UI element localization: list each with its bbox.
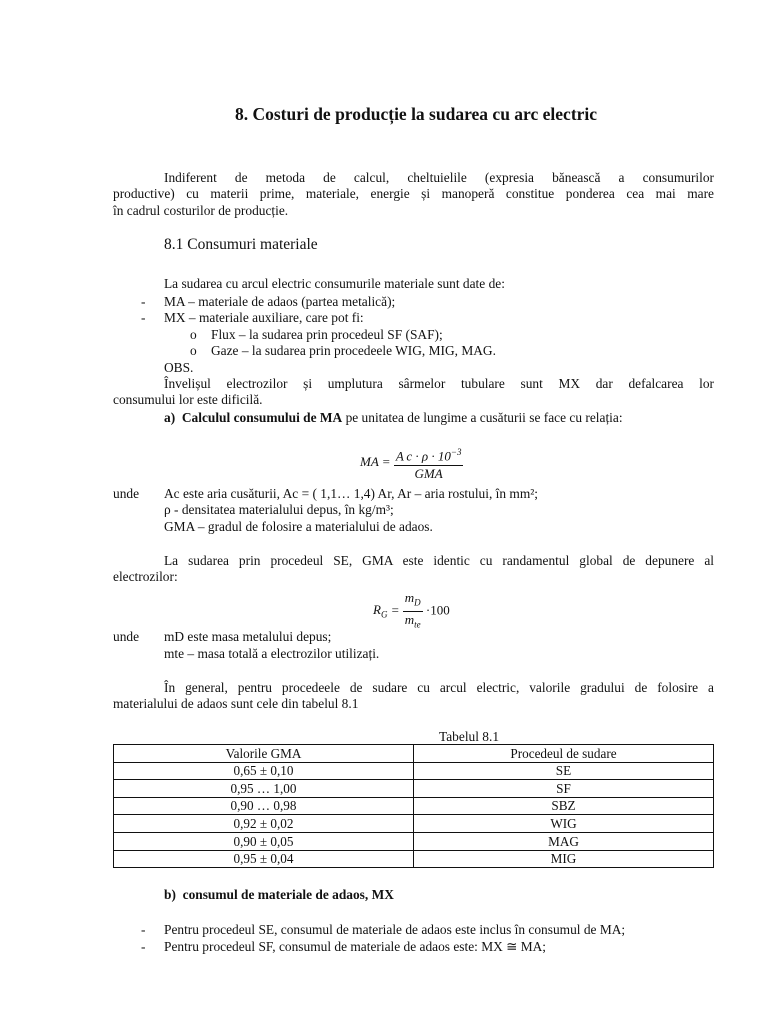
subsection-b bbox=[164, 887, 394, 903]
table-cell-gma: 0,92 ± 0,02 bbox=[114, 815, 414, 833]
table-cell-procedure: MIG bbox=[414, 850, 714, 868]
formula-rg-lhs: $R_G$ bbox=[373, 602, 388, 620]
table-row bbox=[114, 780, 714, 798]
se-line-1: La sudarea prin procedeul SE, GMA este identic cu randamentul global de depunere al bbox=[164, 553, 714, 568]
subsection-a bbox=[164, 410, 623, 426]
sub-item-gaze: Gaze – la sudarea prin procedeele WIG, MIG, MAG. bbox=[211, 343, 496, 358]
table-cell-procedure: SE bbox=[414, 762, 714, 780]
list-item-ma: MA – materiale de adaos (partea metalică); bbox=[164, 294, 396, 309]
formula-rg-denominator: $m_{te}$ bbox=[404, 611, 421, 630]
subsection-b-label: b) bbox=[164, 887, 176, 902]
sub-bullet: o bbox=[190, 343, 197, 358]
definition-md: mD este masa metalului depus; bbox=[164, 629, 332, 644]
formula-rg-eq: = bbox=[390, 602, 400, 618]
se-paragraph bbox=[113, 553, 714, 586]
general-paragraph bbox=[113, 680, 714, 713]
formula-ma bbox=[360, 444, 463, 482]
table-cell-procedure: SBZ bbox=[414, 797, 714, 815]
sub-item-flux: Flux – la sudarea prin procedeul SF (SAF); bbox=[211, 327, 443, 342]
general-line-2: materialului de adaos sunt cele din tabelul 8.1 bbox=[113, 696, 359, 712]
definition-gma: GMA – gradul de folosire a materialului de adaos. bbox=[164, 519, 433, 534]
list-dash: - bbox=[141, 922, 146, 937]
obs-line-2: consumului lor este dificilă. bbox=[113, 392, 263, 408]
obs-label: OBS. bbox=[164, 360, 194, 375]
subsection-b-title: consumul de materiale de adaos, MX bbox=[182, 887, 394, 902]
formula-ma-fraction bbox=[394, 444, 464, 482]
definition-ac: Ac este aria cusăturii, Ac = ( 1,1… 1,4) Ar, Ar – aria rostului, în mm²; bbox=[164, 486, 538, 501]
table-cell-gma: 0,95 … 1,00 bbox=[114, 780, 414, 798]
formula-ma-numerator: A $c \cdot \rho \cdot 10^{-3}$ bbox=[394, 444, 464, 466]
table-row bbox=[114, 850, 714, 868]
subsection-a-bold: Calculul consumului de MA bbox=[181, 410, 343, 425]
obs-line-1: Învelișul electrozilor și umplutura sârmelor tubulare sunt MX dar defalcarea lor bbox=[164, 376, 714, 391]
intro-line-3: în cadrul costurilor de producție. bbox=[113, 202, 289, 218]
list-item-mx: MX – materiale auxiliare, care pot fi: bbox=[164, 310, 364, 325]
table-header-row bbox=[114, 745, 714, 763]
table-row bbox=[114, 762, 714, 780]
unde-label-2: unde bbox=[113, 629, 140, 644]
intro-paragraph bbox=[113, 170, 714, 219]
formula-ma-denominator: GMA bbox=[414, 465, 443, 481]
table-cell-procedure: SF bbox=[414, 780, 714, 798]
table-header-procedure: Procedeul de sudare bbox=[414, 745, 714, 763]
obs-paragraph bbox=[113, 376, 714, 409]
list-item-se: Pentru procedeul SE, consumul de materiale de adaos este inclus în consumul de MA; bbox=[164, 922, 626, 937]
se-line-2: electrozilor: bbox=[113, 569, 178, 585]
consumption-lead: La sudarea cu arcul electric consumurile materiale sunt date de: bbox=[164, 276, 505, 291]
gma-table bbox=[113, 744, 714, 868]
table-cell-gma: 0,65 ± 0,10 bbox=[114, 762, 414, 780]
subsection-a-rest: pe unitatea de lungime a cusăturii se face cu relația: bbox=[345, 410, 623, 425]
table-caption: Tabelul 8.1 bbox=[439, 729, 500, 744]
table-cell-gma: 0,90 ± 0,05 bbox=[114, 832, 414, 850]
intro-line-1: Indiferent de metoda de calcul, cheltuielile (expresia bănească a consumurilor bbox=[164, 170, 714, 185]
formula-rg-factor: ·100 bbox=[425, 602, 450, 618]
subsection-a-label: a) bbox=[164, 410, 176, 425]
table-row bbox=[114, 815, 714, 833]
list-dash: - bbox=[141, 294, 146, 309]
page-title: 8. Costuri de producție la sudarea cu arc electric bbox=[234, 104, 598, 124]
section-heading-8-1: 8.1 Consumuri materiale bbox=[164, 236, 318, 253]
formula-rg bbox=[373, 590, 450, 633]
table-row bbox=[114, 797, 714, 815]
table-cell-procedure: MAG bbox=[414, 832, 714, 850]
definition-rho: ρ - densitatea materialului depus, în kg/m³; bbox=[164, 502, 394, 517]
list-dash: - bbox=[141, 939, 146, 954]
general-line-1: În general, pentru procedeele de sudare cu arcul electric, valorile gradului de folosire a bbox=[164, 680, 714, 695]
sub-bullet: o bbox=[190, 327, 197, 342]
definition-mte: mte – masa totală a electrozilor utilizați. bbox=[164, 646, 380, 661]
table-cell-gma: 0,95 ± 0,04 bbox=[114, 850, 414, 868]
unde-label-1: unde bbox=[113, 486, 140, 501]
list-item-sf: Pentru procedeul SF, consumul de materiale de adaos este: MX ≅ MA; bbox=[164, 939, 547, 954]
formula-rg-fraction bbox=[403, 590, 423, 633]
table-row bbox=[114, 832, 714, 850]
table-cell-procedure: WIG bbox=[414, 815, 714, 833]
list-dash: - bbox=[141, 310, 146, 325]
table-cell-gma: 0,90 … 0,98 bbox=[114, 797, 414, 815]
table-header-gma: Valorile GMA bbox=[114, 745, 414, 763]
formula-ma-lhs: MA = bbox=[360, 453, 391, 469]
intro-line-2: productive) cu materii prime, materiale, energie și manoperă constitue ponderea cea mai mare bbox=[113, 186, 714, 202]
formula-rg-numerator: $m_D$ bbox=[403, 590, 423, 612]
